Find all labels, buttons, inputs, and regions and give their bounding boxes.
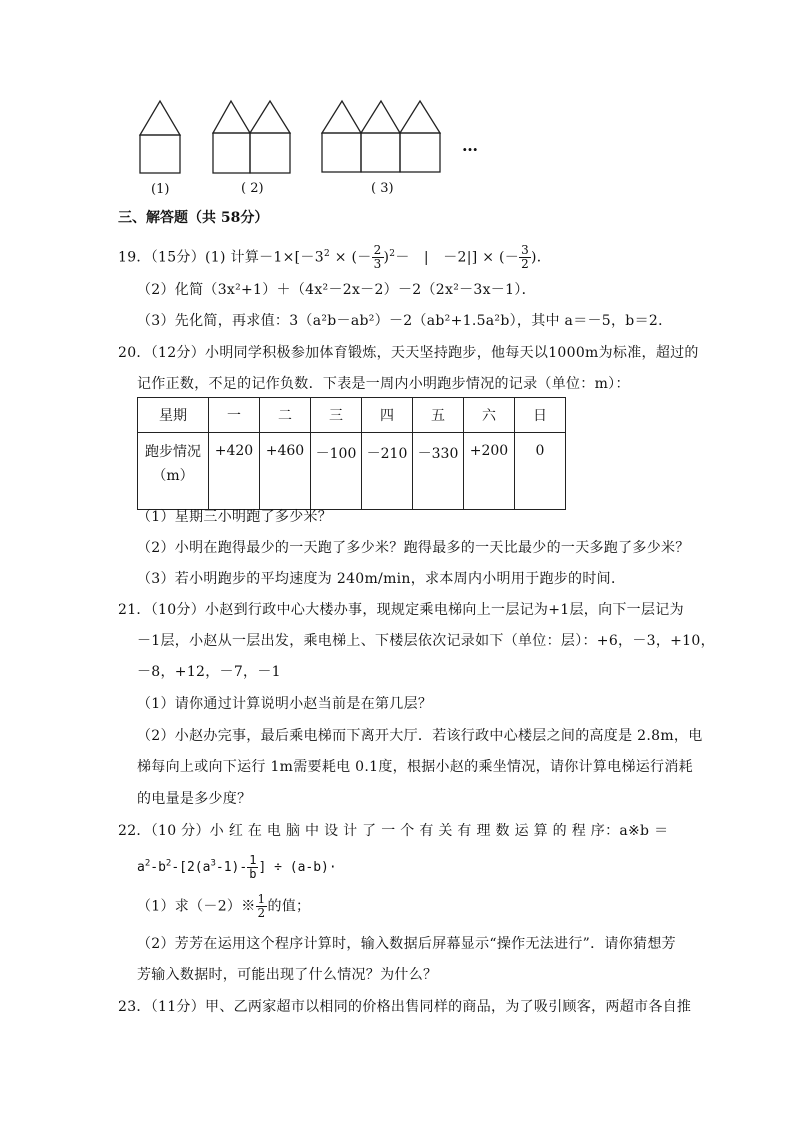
house-3b-body [361,133,400,172]
table-cell: +460 [260,433,311,510]
q20-sub2: （2）小明在跑得最少的一天跑了多少米？跑得最多的一天比最少的一天多跑了多少米？ [137,540,690,556]
figure-label-1: (1) [151,182,170,197]
q22-f-d: -1)- [215,860,248,875]
q21-line3: －8，+12，－7，－1 [137,664,281,680]
q22-f-exp-c: 3 [210,858,216,869]
q19-score: （15分） [150,249,206,266]
q21-sub2-line2: 梯每向上或向下运行 1m需要耗电 0.1度，根据小赵的乘坐情况，请你计算电梯运行消耗 [137,759,693,775]
q19-line1 [118,244,551,271]
q20-line2: 记作正数，不足的记作负数．下表是一周内小明跑步情况的记录（单位：m）： [137,376,630,392]
table-header-cell: 一 [209,398,260,433]
q22-sub2-line2: 芳输入数据时，可能出现了什么情况？为什么？ [137,967,438,983]
table-cell: －330 [413,433,464,510]
q22-formula [137,854,337,881]
q20-sub1: （1）星期三小明跑了多少米？ [137,509,333,525]
q21-line2: －1层，小赵从一层出发，乘电梯上、下楼层依次记录如下（单位：层）：+6，－3，+10， [137,633,715,649]
table-header-cell: 四 [362,398,413,433]
q20-sub3: （3）若小明跑步的平均速度为 240m/min，求本周内小明用于跑步的时间． [137,571,626,587]
q19-part1-d: ) [383,249,390,266]
q21-sub1: （1）请你通过计算说明小赵当前是在第几层？ [137,696,433,712]
row-label-line2: （m） [152,468,194,484]
table-cell: +200 [464,433,515,510]
q19-part1-f: )． [531,249,552,266]
q22-formula-fraction [247,854,258,881]
row-label-line1: 跑步情况 [145,444,201,460]
q22-line1: 22．（10 分）小 红 在 电 脑 中 设 计 了 一 个 有 关 有 理 数 运 算 的 程 序：a※b ＝ [118,823,669,839]
q23-line1: 23．（11分）甲、乙两家超市以相同的价格出售同样的商品，为了吸引顾客，两超市各自推 [118,999,692,1015]
q22-sub2-line1: （2）芳芳在运用这个程序计算时，输入数据后屏幕显示“操作无法进行”．请你猜想芳 [137,936,676,952]
figure-ellipsis: … [462,136,478,155]
q22-f-a: a [137,860,145,875]
table-row [138,433,566,510]
q19-frac2-den: 2 [521,257,530,271]
table-header-cell: 五 [413,398,464,433]
table-row-label [138,433,209,510]
table-header-cell: 二 [260,398,311,433]
house-3c-roof [400,101,440,133]
q19-fraction-1 [372,244,384,271]
q21-sub2-line3: 的电量是多少度？ [137,791,252,807]
table-header-cell: 日 [515,398,566,433]
house-2a-roof [213,101,250,133]
q22-frac-num: 1 [249,853,257,867]
table-header-row [138,398,566,433]
house-pattern-figure [130,95,490,200]
q19-exp-1: 2 [323,248,330,259]
house-1-body [140,135,180,173]
q19-fraction-2 [519,244,531,271]
house-3b-roof [361,101,400,133]
house-2b-roof [250,101,290,133]
q22-f-exp-a: 2 [144,858,151,869]
house-3c-body [400,133,440,172]
q19-part3: （3）先化简，再求值：3（a²b－ab²）－2（ab²+1.5a²b），其中 a＝－5，b＝2． [137,313,673,329]
q22-frac-den: b [249,867,257,881]
table-cell: +420 [209,433,260,510]
q22-f-c: -[2(a [171,860,211,875]
table-header-cell: 三 [311,398,362,433]
q21-sub2-line1: （2）小赵办完事，最后乘电梯而下离开大厅．若该行政中心楼层之间的高度是 2.8m，电 [137,728,703,744]
q19-part1-e: － | －2|] × (－ [395,249,520,266]
q19-part1-c: × (－ [329,249,372,266]
running-record-table [137,397,566,510]
q19-exp-2: 2 [389,248,396,259]
house-2a-body [213,133,250,173]
house-1-roof [140,101,180,135]
q19-part1-lead: (1) 计算－1× [205,249,295,266]
q19-frac1-den: 3 [373,257,382,271]
q22-sub1 [137,893,310,920]
q21-line1: 21．（10分）小赵到行政中心大楼办事，现规定乘电梯向上一层记为+1层，向下一层记为 [118,602,684,618]
table-cell: 0 [515,433,566,510]
figure-label-3: ( 3) [371,181,394,196]
table-header-cell: 六 [464,398,515,433]
table-header-cell: 星期 [138,398,209,433]
q19-frac2-num: 3 [521,243,530,257]
q19-part2: （2）化简（3x²+1）＋（4x²－2x－2）－2（2x²－3x－1）． [137,282,536,298]
q22-f-exp-b: 2 [165,858,172,869]
q19-frac1-num: 2 [373,243,382,257]
q22-f-b: -b [150,860,166,875]
q22-f-e: ] ÷ (a-b)· [258,860,337,875]
table-cell: －100 [311,433,362,510]
section-title: 三、解答题（共 58分） [118,210,269,226]
q19-part1-b: [－3 [294,249,324,266]
house-3a-body [322,133,361,172]
q22-sub1-fraction [256,893,268,920]
house-2b-body [250,133,290,173]
q22-s1-frac-num: 1 [257,892,266,906]
q22-s1-frac-den: 2 [257,906,266,920]
house-3a-roof [322,101,361,133]
q19-number: 19． [118,249,151,266]
figure-label-2: ( 2) [241,181,264,196]
q20-line1: 20．（12分）小明同学积极参加体育锻炼，天天坚持跑步，他每天以1000m为标准，超过的 [118,345,699,361]
table-cell: －210 [362,433,413,510]
q22-sub1-a: （1）求（－2）※ [137,898,256,915]
q22-sub1-b: 的值； [267,898,311,915]
